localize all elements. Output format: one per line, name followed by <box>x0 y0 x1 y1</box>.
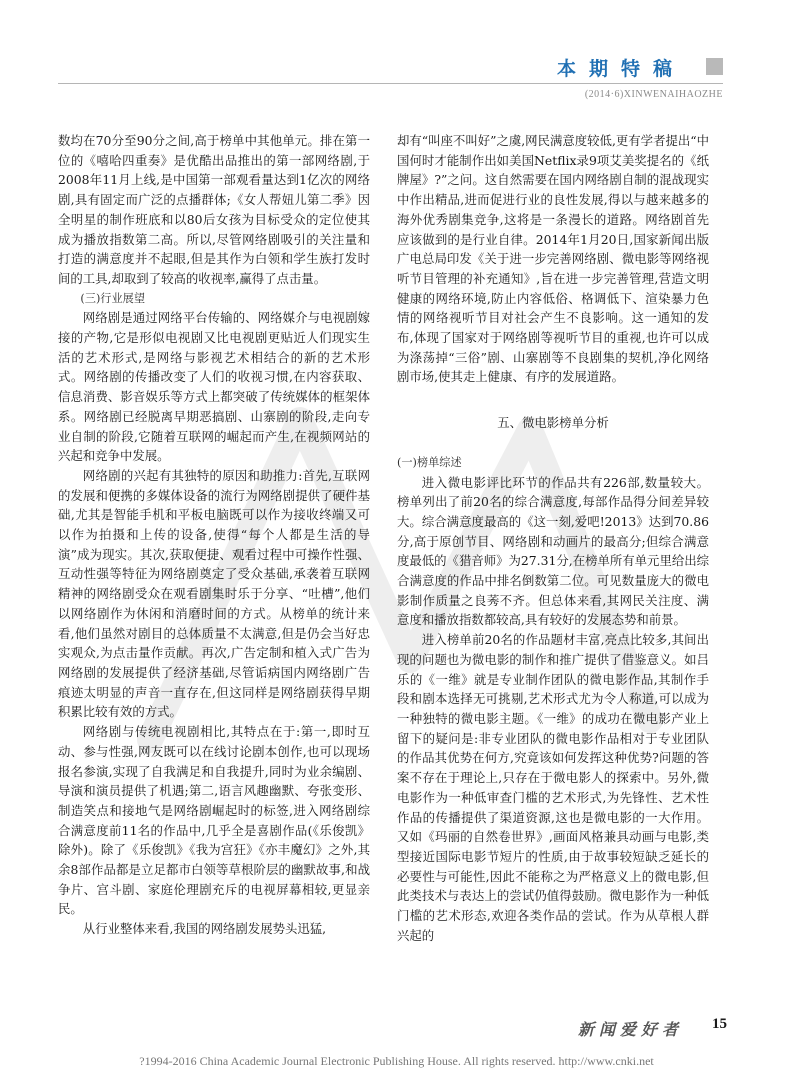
left-column <box>58 131 370 939</box>
header-rule <box>58 83 723 84</box>
subsection-heading: (一)榜单综述 <box>397 455 462 469</box>
section-heading: 五、微电影榜单分析 <box>497 415 609 431</box>
paragraph: 却有“叫座不叫好”之虞,网民满意度较低,更有学者提出“中国何时才能制作出如美国Netflix录9项艾美奖提名的《纸牌屋》?”之问。这自然需要在国内网络剧自制的混战现实中作出精品,进而促进行业的良性发展,得以与越来越多的海外优秀剧集竞争,这将是一条漫长的道路。网络剧首先应该做到的是行业自律。2014年1月20日,国家新闻出版广电总局印发《关于进一步完善网络剧、微电影等网络视听节目管理的补充通知》,旨在进一步完善管理,营造文明健康的网络环境,防止内容低俗、格调低下、渲染暴力色情的网络视听节目对社会产生不良影响。这一通知的发布,体现了国家对于网络剧等视听节目的重视,也许可以成为涤荡掉“三俗”剧、山寨剧等不良剧集的契机,净化网络剧市场,使其走上健康、有序的发展道路。 <box>397 133 709 385</box>
column-title: 本期特稿 <box>556 58 685 80</box>
paragraph: 进入榜单前20名的作品题材丰富,亮点比较多,其间出现的问题也为微电影的制作和推广提供了借鉴意义。如吕乐的《一维》就是专业制作团队的微电影作品,其制作手段和剧本选择无可挑剔,艺术形式尤为令人称道,可以成为一种独特的微电影主题。《一维》的成功在微电影产业上留下的疑问是:非专业团队的微电影作品相对于专业团队的作品其优势在何方,究竟该如何发挥这种优势?问题的答案不存在于理论上,只存在于微电影人的探索中。另外,微电影作为一种低审查门槛的艺术形式,为先锋性、艺术性作品的传播提供了渠道资源,这也是微电影的一大作用。又如《玛丽的自然卷世界》,画面风格兼具动画与电影,类型接近国际电影节短片的性质,由于故事较短缺乏延长的必要性与可能性,因此不能称之为严格意义上的微电影,但此类技术与表达上的尝试仍值得鼓励。微电影作为一种低门槛的艺术形态,欢迎各类作品的尝试。作为从草根人群兴起的 <box>397 632 709 943</box>
issue-code: (2014·6)XINWENAIHAOZHE <box>584 89 723 100</box>
paragraph: 网络剧与传统电视剧相比,其特点在于:第一,即时互动、参与性强,网友既可以在线讨论剧本创作,也可以现场报名参演,实现了自我满足和自我提升,同时为业余编剧、导演和演员提供了机遇;第二,语言风趣幽默、夸张变形、制造笑点和接地气是网络剧崛起时的标签,进入网络剧综合满意度前11名的作品中,几乎全是喜剧作品(《乐俊凯》除外)。除了《乐俊凯》《我为宫狂》《亦丰魔幻》之外,其余8部作品都是立足都市白领等草根阶层的幽默故事,和战争片、宫斗剧、家庭伦理剧充斥的电视屏幕相较,更显亲民。 <box>58 724 370 917</box>
header-decorative-square <box>706 58 723 75</box>
page-number: 15 <box>712 1016 727 1032</box>
paragraph: 数均在70分至90分之间,高于榜单中其他单元。排在第一位的《嘻哈四重奏》是优酷出品推出的第一部网络剧,于2008年11月上线,是中国第一部观看量达到1亿次的网络剧,具有固定而广泛的点播群体;《女人帮妞儿第二季》因全明星的制作班底和以80后女孩为目标受众的定位使其成为播放指数第二高。所以,尽管网络剧吸引的关注量和打造的满意度并不起眼,但是其作为白领和学生族打发时间的工具,却取到了较高的收视率,赢得了点击量。 <box>58 133 370 286</box>
paragraph: 从行业整体来看,我国的网络剧发展势头迅猛, <box>82 921 327 937</box>
right-column <box>397 131 709 945</box>
paragraph: 进入微电影评比环节的作品共有226部,数量较大。榜单列出了前20名的综合满意度,每部作品得分间差异较大。综合满意度最高的《这一刻,爱吧!2013》达到70.86分,高于原创节目、网络剧和动画片的最高分;但综合满意度最低的《猎音师》为27.31分,在榜单所有单元里给出综合满意度的作品中排名倒数第二位。可见数量庞大的微电影制作质量之良莠不齐。但总体来看,其网民关注度、满意度和播放指数都较高,具有较好的发展态势和前景。 <box>397 474 710 628</box>
paragraph: 网络剧的兴起有其独特的原因和助推力:首先,互联网的发展和便携的多媒体设备的流行为网络剧提供了硬件基础,尤其是智能手机和平板电脑既可以作为接收终端又可以作为拍摄和上传的设备,使得“每个人都是生活的导演”成为现实。其次,获取便捷、观看过程中可操作性强、互动性强等特征为网络剧奠定了受众基础,承袭着互联网精神的网络剧受众在观看剧集时乐于分享、“吐槽”,他们以网络剧作为休闲和消磨时间的方式。从榜单的统计来看,他们虽然对剧目的总体质量不太满意,但是仍会当好忠实观众,为点击量作贡献。再次,广告定制和植入式广告为网络剧的发展提供了经济基础,尽管诟病国内网络剧广告痕迹太明显的声音一直存在,但这同样是网络剧获得早期积累比较有效的方式。 <box>58 467 370 720</box>
subsection-heading: (三)行业展望 <box>80 291 146 305</box>
copyright-notice: ?1994-2016 China Academic Journal Electronic Publishing House. All rights reserved. http://www.cnki.net <box>139 1054 654 1068</box>
magazine-logo: 新闻爱好者 <box>577 1020 683 1039</box>
paragraph: 网络剧是通过网络平台传输的、网络媒介与电视剧嫁接的产物,它是形似电视剧又比电视剧更贴近人们现实生活的艺术形式,是网络与影视艺术相结合的新的艺术形式。网络剧的传播改变了人们的收视习惯,在内容获取、信息消费、影音娱乐等方式上都突破了传统媒体的框架体系。网络剧已经脱离早期恶搞剧、山寨剧的阶段,走向专业自制的阶段,它随着互联网的崛起而产生,在视频网站的兴起和竞争中发展。 <box>58 310 370 464</box>
